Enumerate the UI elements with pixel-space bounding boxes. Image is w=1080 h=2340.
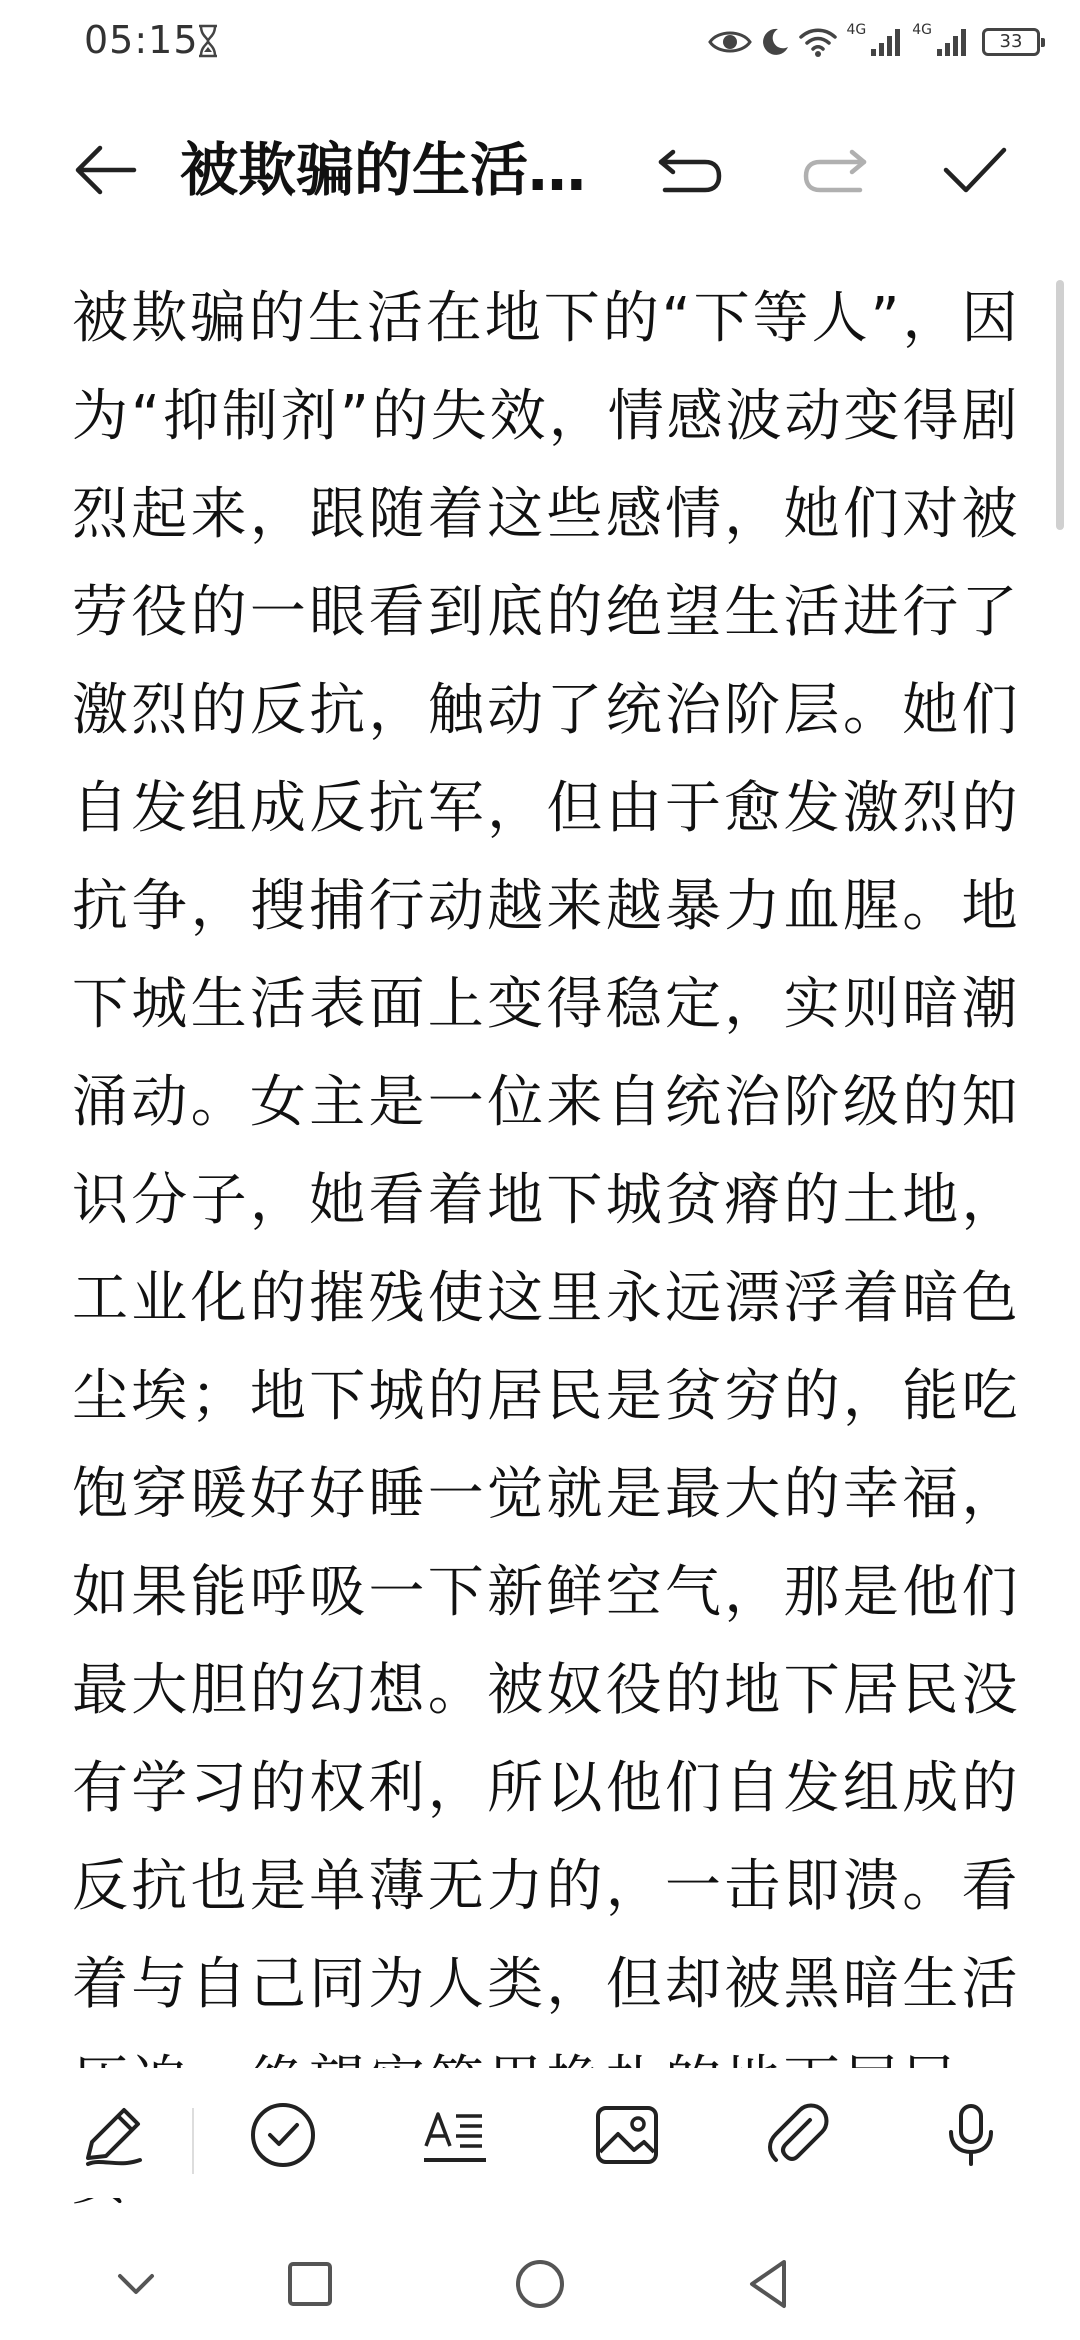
status-time: 05:15 [84,18,199,62]
signal-icon-2 [936,27,970,57]
note-body[interactable]: 被欺骗的生活在地下的“下等人”，因为“抑制剂”的失效，情感波动变得剧烈起来，跟随着这些感情，她们对被劳役的一眼看到底的绝望生活进行了激烈的反抗，触动了统治阶层。她们自发组成反抗军，但由于愈发激烈的抗争，搜捕行动越来越暴力血腥。地下城生活表面上变得稳定，实则暗潮涌动。女主是一位来自统治阶级的知识分子，她看着地下城贫瘠的土地，工业化的摧残使这里永远漂浮着暗色尘埃；地下城的居民是贫穷的，能吃饱穿暖好好睡一觉就是最大的幸福，如果能呼吸一下新鲜空气，那是他们最大胆的幻想。被奴役的地下居民没有学习的权利，所以他们自发组成的反抗也是单薄无力的，一击即溃。看着与自己同为人类，但却被黑暗生活 [72,286,1018,2017]
editor-toolbar [0,2068,1080,2198]
scrollbar[interactable] [1056,280,1064,530]
note-editor[interactable] [72,270,1018,2038]
recent-apps-icon[interactable] [280,2254,340,2314]
attachment-icon[interactable] [764,2100,834,2170]
chevron-down-icon[interactable] [106,2254,166,2314]
pen-icon[interactable] [78,2100,148,2170]
navigation-bar [0,2230,1080,2340]
status-bar [0,0,1080,84]
note-title: 被欺骗的生活… [180,136,587,204]
undo-icon[interactable] [655,146,725,196]
battery-icon [982,28,1040,56]
text-format-icon[interactable] [420,2100,490,2170]
battery-level: 33 [999,31,1023,52]
signal-icon [870,27,904,57]
checkmark-icon[interactable] [940,142,1010,198]
checklist-icon[interactable] [248,2100,318,2170]
title-bar [0,110,1080,230]
back-icon[interactable] [740,2254,800,2314]
home-icon[interactable] [510,2254,570,2314]
moon-icon [760,27,790,57]
network-type-label-2: 4G [912,22,932,38]
network-type-label: 4G [846,22,867,38]
hourglass-icon [196,24,220,58]
back-arrow-icon[interactable] [70,140,140,200]
image-icon[interactable] [592,2100,662,2170]
status-icons [708,16,1040,68]
redo-icon [800,146,870,196]
microphone-icon[interactable] [936,2100,1006,2170]
toolbar-divider [192,2108,194,2174]
eye-icon [708,27,752,57]
wifi-icon [798,26,838,58]
